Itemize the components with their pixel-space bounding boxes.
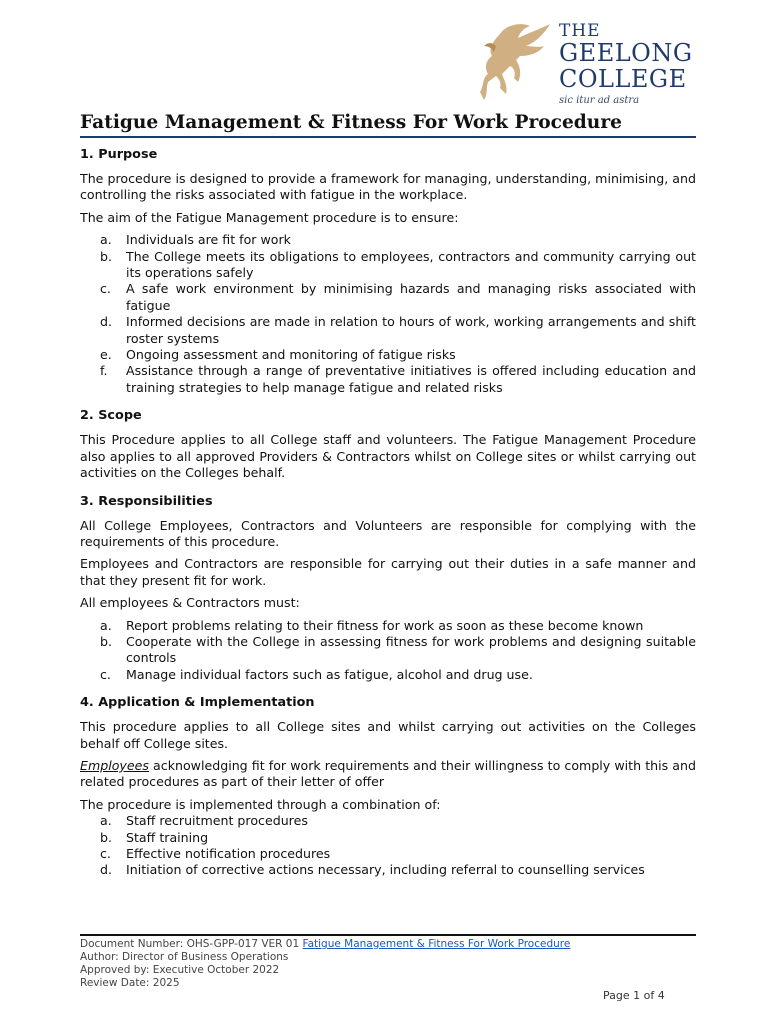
footer-author: Author: Director of Business Operations [80,951,289,963]
list-marker: a. [100,232,112,248]
list-item [80,830,696,846]
procedure-link[interactable]: Fatigue Management & Fitness For Work Procedure [302,938,571,950]
list-item [80,363,696,396]
logo-geelong: GEELONG [559,39,693,67]
responsibilities-paragraph-3: All employees & Contractors must: [80,595,300,611]
section-responsibilities [80,494,696,684]
list-item-text: Effective notification procedures [126,846,331,861]
application-paragraph-2-text: acknowledging fit for work requirements and their willingness to comply with this and related procedures as part of their letter of offer [80,757,696,790]
list-marker: b. [100,248,112,264]
college-logo [466,16,698,106]
logo-motto: sic itur ad astra [559,95,640,106]
list-item [80,281,696,314]
application-list [80,813,696,879]
list-marker: b. [100,633,112,649]
responsibilities-paragraph-1: All College Employees, Contractors and Volunteers are responsible for complying with the requirements of this procedure. [80,517,696,549]
application-paragraph-1: This procedure applies to all College sites and whilst carrying out activities on the Colleges behalf off College sites. [80,719,696,751]
logo-the: THE [559,21,601,41]
logo-wordmark [559,22,693,109]
list-marker: c. [100,846,111,861]
application-paragraph-2 [80,758,696,791]
list-marker: d. [100,314,112,330]
list-item [80,813,696,829]
list-marker: d. [100,862,112,878]
list-item [80,618,696,634]
list-marker: c. [100,666,111,682]
doc-number-text: Document Number: OHS-GPP-017 VER 01 [80,938,300,950]
list-item [80,667,696,683]
logo-college: COLLEGE [559,65,687,93]
list-item-text: A safe work environment by minimising hazards and managing risks associated with fatigue [126,281,696,313]
list-marker: e. [100,347,112,363]
list-marker: a. [100,813,112,829]
section-scope [80,408,696,481]
scope-paragraph: This Procedure applies to all College staff and volunteers. The Fatigue Management Procedure also applies to all approved Providers & Contractors whilst on College sites or whilst carrying out activities on the Colleges behalf. [80,432,696,481]
list-item-text: Assistance through a range of preventative initiatives is offered including education and training strategies to help manage fatigue and related risks [126,363,696,395]
list-item-text: The College meets its obligations to employees, contractors and community carrying out its operations safely [126,248,696,281]
list-item-text: Individuals are fit for work [126,232,291,248]
purpose-paragraph-2: The aim of the Fatigue Management procedure is to ensure: [80,209,459,225]
responsibilities-paragraph-2: Employees and Contractors are responsible for carrying out their duties in a safe manner and that they present fit for work. [80,556,696,588]
section-application [80,695,696,879]
footer-document-number [80,938,696,951]
list-item-text: Initiation of corrective actions necessary, including referral to counselling services [126,862,645,878]
purpose-list [80,232,696,396]
application-heading: 4. Application & Implementation [80,695,315,711]
list-item [80,846,696,862]
purpose-paragraph-1: The procedure is designed to provide a framework for managing, understanding, minimising, and controlling the risks associated with fatigue in the workplace. [80,171,696,203]
list-item-text: Ongoing assessment and monitoring of fatigue risks [126,347,456,363]
application-paragraph-3: The procedure is implemented through a combination of: [80,796,441,812]
pegasus-crest-icon [466,16,556,106]
list-item-text: Report problems relating to their fitness for work as soon as these become known [126,617,644,633]
list-item-text: Staff recruitment procedures [126,813,308,829]
responsibilities-heading: 3. Responsibilities [80,493,213,509]
footer-review-date: Review Date: 2025 [80,977,180,989]
purpose-heading: 1. Purpose [80,147,158,162]
employees-emphasis: Employees [80,757,149,773]
list-marker: a. [100,617,112,633]
list-item-text: Cooperate with the College in assessing fitness for work problems and designing suitable controls [126,633,696,666]
list-marker: f. [100,363,108,379]
list-item-text: Manage individual factors such as fatigue, alcohol and drug use. [126,666,533,682]
responsibilities-list [80,618,696,684]
list-item [80,347,696,363]
footer-approved: Approved by: Executive October 2022 [80,964,280,976]
list-item [80,314,696,347]
document-footer [80,934,696,990]
list-item [80,862,696,878]
scope-heading: 2. Scope [80,408,142,424]
list-marker: b. [100,829,112,845]
list-marker: c. [100,281,111,297]
document-title: Fatigue Management & Fitness For Work Procedure [80,111,696,138]
section-purpose [80,147,696,396]
list-item [80,232,696,248]
list-item-text: Staff training [126,829,209,845]
document-body [80,147,696,891]
list-item [80,634,696,667]
page-number: Page 1 of 4 [603,989,665,1002]
list-item [80,249,696,282]
list-item-text: Informed decisions are made in relation to hours of work, working arrangements and shift roster systems [126,314,696,346]
